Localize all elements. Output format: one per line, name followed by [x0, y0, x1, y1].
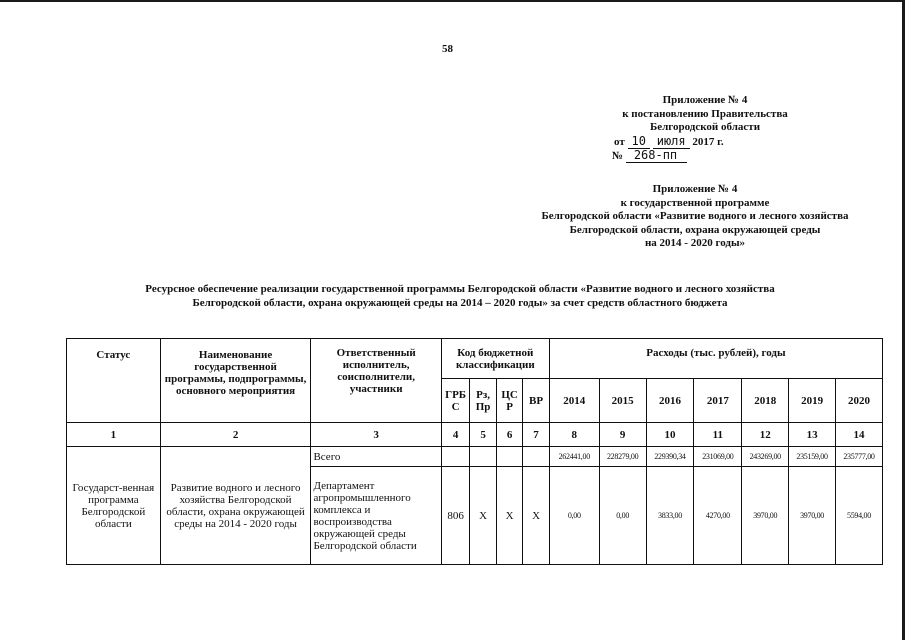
page-border-top — [0, 0, 905, 2]
header-status: Статус — [67, 339, 161, 423]
cell-status: Государст-венная программа Белгородской области — [67, 447, 161, 565]
cell-csr-department: Х — [496, 467, 522, 565]
cell-dept-2014: 0,00 — [549, 467, 599, 565]
column-number: 13 — [789, 423, 836, 447]
column-number: 5 — [470, 423, 496, 447]
cell-grbs-total — [441, 447, 470, 467]
header-rzpr: Рз, Пр — [470, 379, 496, 423]
column-number: 1 — [67, 423, 161, 447]
cell-csr-total — [496, 447, 522, 467]
appendix-resolution-number — [590, 149, 820, 164]
cell-executor-total: Всего — [311, 447, 441, 467]
number-value: 268-пп — [626, 148, 687, 163]
column-number: 3 — [311, 423, 441, 447]
cell-total-2014: 262441,00 — [549, 447, 599, 467]
appendix-resolution-date — [590, 135, 820, 150]
header-year-2015: 2015 — [599, 379, 646, 423]
cell-dept-2019: 3970,00 — [789, 467, 836, 565]
column-number: 10 — [646, 423, 694, 447]
cell-total-2016: 229390,34 — [646, 447, 694, 467]
appendix-program-line5: на 2014 - 2020 годы» — [644, 237, 746, 249]
cell-rzpr-department: Х — [470, 467, 496, 565]
cell-total-2020: 235777,00 — [835, 447, 882, 467]
column-number: 12 — [742, 423, 789, 447]
cell-rzpr-total — [470, 447, 496, 467]
table-header-row-1 — [67, 339, 883, 379]
appendix-program-line2: к государственной программе — [620, 196, 770, 209]
cell-vr-department: Х — [523, 467, 549, 565]
header-executor: Ответственный исполнитель, соисполнители, участники — [311, 339, 441, 423]
cell-program-name: Развитие водного и лесного хозяйства Белгородской области, охрана окружающей среды на 2014 - 2020 годы — [160, 447, 311, 565]
number-prefix: № — [612, 150, 624, 162]
resource-table — [66, 338, 883, 565]
cell-total-2017: 231069,00 — [694, 447, 742, 467]
column-number: 11 — [694, 423, 742, 447]
header-year-2017: 2017 — [694, 379, 742, 423]
column-number: 14 — [835, 423, 882, 447]
column-number: 4 — [441, 423, 470, 447]
column-number: 2 — [160, 423, 311, 447]
date-prefix: от — [614, 135, 625, 148]
document-title-line2: Белгородской области, охрана окружающей среды на 2014 – 2020 годы» за счет средств областного бюджета — [192, 296, 728, 309]
cell-grbs-department: 806 — [441, 467, 470, 565]
cell-executor-department: Департамент агропромышленного комплекса и воспроизводства окружающей среды Белгородской области — [311, 467, 441, 565]
cell-total-2015: 228279,00 — [599, 447, 646, 467]
cell-total-2018: 243269,00 — [742, 447, 789, 467]
cell-dept-2016: 3833,00 — [646, 467, 694, 565]
header-year-2016: 2016 — [646, 379, 694, 423]
header-name: Наименование государственной программы, подпрограммы, основного мероприятия — [160, 339, 311, 423]
column-number: 9 — [599, 423, 646, 447]
header-year-2019: 2019 — [789, 379, 836, 423]
date-day: 10 — [628, 134, 650, 149]
appendix-program-line1: Приложение № 4 — [652, 183, 738, 195]
cell-dept-2018: 3970,00 — [742, 467, 789, 565]
column-number: 6 — [496, 423, 522, 447]
header-expenses: Расходы (тыс. рублей), годы — [549, 339, 882, 379]
column-number: 7 — [523, 423, 549, 447]
cell-dept-2017: 4270,00 — [694, 467, 742, 565]
cell-dept-2015: 0,00 — [599, 467, 646, 565]
date-year: 2017 г. — [692, 135, 724, 148]
header-year-2014: 2014 — [549, 379, 599, 423]
appendix-program-block — [495, 183, 895, 251]
document-title-line1: Ресурсное обеспечение реализации государственной программы Белгородской области «Развитие водного и лесного хозяйства — [145, 283, 775, 295]
cell-total-2019: 235159,00 — [789, 447, 836, 467]
table-row-total — [67, 447, 883, 467]
header-year-2020: 2020 — [835, 379, 882, 423]
header-budget-code: Код бюджетной классификации — [441, 339, 549, 379]
header-csr: ЦСР — [496, 379, 522, 423]
column-number-row — [67, 423, 883, 447]
header-grbs: ГРБС — [441, 379, 470, 423]
header-year-2018: 2018 — [742, 379, 789, 423]
appendix-program-line4: Белгородской области, охрана окружающей среды — [569, 223, 821, 236]
cell-dept-2020: 5594,00 — [835, 467, 882, 565]
appendix-program-line3: Белгородской области «Развитие водного и лесного хозяйства — [541, 210, 849, 222]
document-title — [20, 283, 900, 310]
appendix-resolution-line2: к постановлению Правительства — [622, 107, 788, 120]
column-number: 8 — [549, 423, 599, 447]
header-vr: ВР — [523, 379, 549, 423]
page-number: 58 — [442, 43, 453, 55]
appendix-resolution-line1: Приложение № 4 — [662, 94, 748, 106]
appendix-resolution-line3: Белгородской области — [649, 121, 761, 133]
cell-vr-total — [523, 447, 549, 467]
appendix-resolution-block — [590, 94, 820, 164]
date-month: июля — [653, 134, 690, 149]
